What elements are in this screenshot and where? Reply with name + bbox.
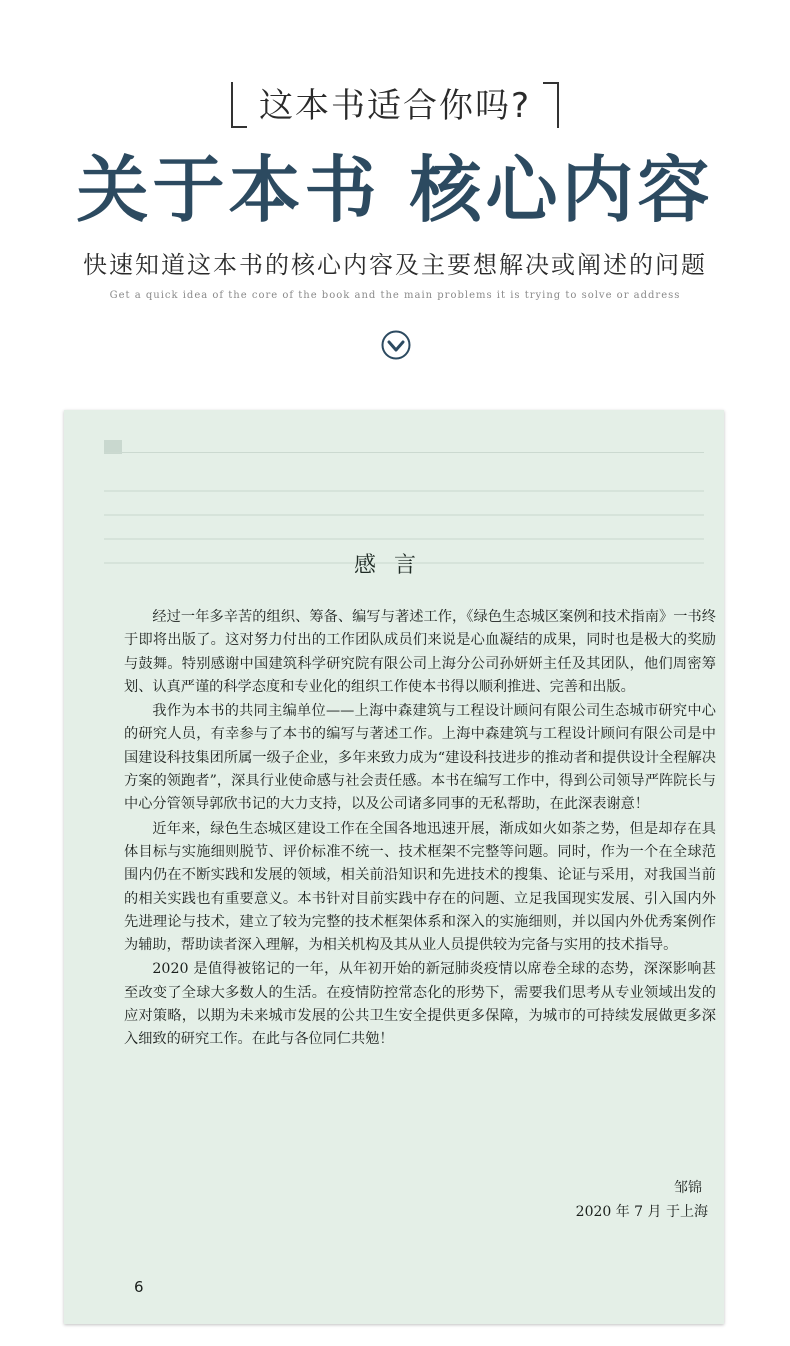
right-bracket-icon (543, 82, 559, 128)
chevron-down-circle-icon (381, 330, 411, 360)
question-text: 这本书适合你吗? (258, 86, 532, 126)
page-header-rule (104, 452, 704, 453)
body-text (124, 606, 716, 1053)
paragraph: 经过一年多辛苦的组织、筹备、编写与著述工作，《绿色生态城区案例和技术指南》一书终于即将出版了。这对努力付出的工作团队成员们来说是心血凝结的成果，同时也是极大的奖励与鼓舞。特别感谢中国建筑科学研究院有限公司上海分公司孙妍妍主任及其团队，他们周密筹划、认真严谨的科学态度和专业化的组织工作使本书得以顺利推进、完善和出版。 (124, 609, 716, 695)
paragraph: 2020 是值得被铭记的一年，从年初开始的新冠肺炎疫情以席卷全球的态势，深深影响甚至改变了全球大多数人的生活。在疫情防控常态化的形势下，需要我们思考从专业领域出发的应对策略，以期为未来城市发展的公共卫生安全提供更多保障，为城市的可持续发展做更多深入细致的研究工作。在此与各位同仁共勉！ (124, 961, 716, 1048)
page-number: 6 (134, 1278, 144, 1296)
left-bracket-icon (231, 82, 247, 128)
signature-date: 2020 年 7 月 于上海 (575, 1204, 708, 1220)
header-section (0, 0, 790, 400)
question-heading (0, 78, 790, 131)
paragraph: 近年来，绿色生态城区建设工作在全国各地迅速开展，渐成如火如荼之势，但是却存在具体目标与实施细则脱节、评价标准不统一、技术框架不完整等问题。同时，作为一个在全球范围内仍在不断实践和发展的领域，相关前沿知识和先进技术的搜集、论证与采用，对我国当前的相关实践也有重要意义。本书针对目前实践中存在的问题、立足我国现实发展、引入国内外先进理论与技术，建立了较为完整的技术框架体系和深入的实施细则，并以国内外优秀案例作为辅助，帮助读者深入理解，为相关机构及其从业人员提供较为完备与实用的技术指导。 (124, 820, 716, 954)
signature-name: 邹锦 (674, 1180, 702, 1196)
subtitle: 快速知道这本书的核心内容及主要想解决或阐述的问题 (83, 251, 707, 279)
book-page (64, 410, 724, 1324)
subtitle-english: Get a quick idea of the core of the book and the main problems it is trying to solve or address (109, 290, 681, 301)
page-title: 感言 (353, 553, 434, 578)
paragraph: 我作为本书的共同主编单位——上海中森建筑与工程设计顾问有限公司生态城市研究中心的研究人员，有幸参与了本书的编写与著述工作。上海中森建筑与工程设计顾问有限公司是中国建设科技集团所属一级子企业，多年来致力成为“建设科技进步的推动者和提供设计全程解决方案的领跑者”，深具行业使命感与社会责任感。本书在编写工作中，得到公司领导严阵院长与中心分管领导郭欣书记的大力支持，以及公司诸多同事的无私帮助，在此深表谢意！ (124, 703, 716, 813)
main-title: 关于本书 核心内容 (76, 147, 714, 232)
